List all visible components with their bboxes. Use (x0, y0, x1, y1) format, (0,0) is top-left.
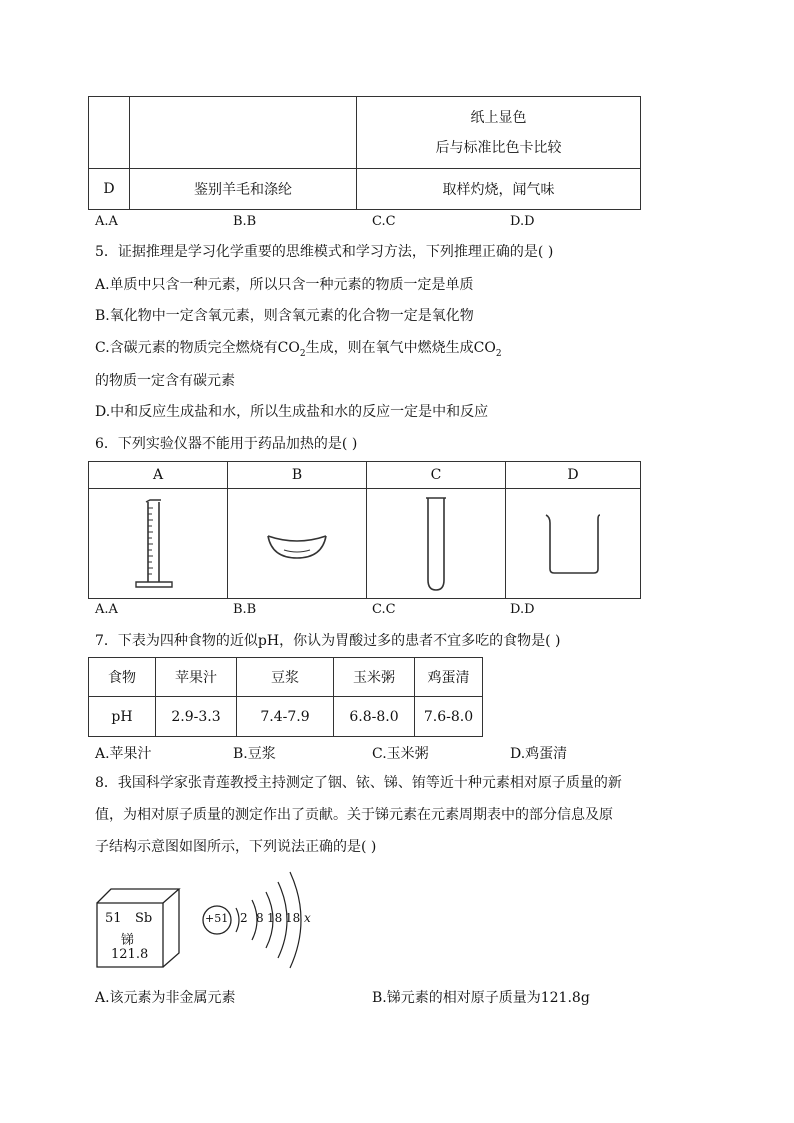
top-table-cell: 鉴别羊毛和涤纶 (130, 169, 357, 210)
top-table-cell (357, 97, 641, 169)
beaker-icon (538, 509, 608, 579)
element-name: 锑 (121, 933, 135, 948)
top-table-cell (89, 97, 130, 169)
ph-cell: 6.8-8.0 (334, 697, 415, 737)
cell-text: 纸上显色 (470, 109, 527, 126)
ph-header: 食物 (89, 658, 156, 697)
atom-nucleus: +51 (205, 912, 229, 925)
ph-header: 豆浆 (237, 658, 334, 697)
q8-line2: 值，为相对原子质量的测定作出了贡献。关于锑元素在元素周期表中的部分信息及原 (95, 807, 613, 823)
q5-stem: 5．证据推理是学习化学重要的思维模式和学习方法，下列推理正确的是( ) (95, 244, 554, 260)
element-mass: 121.8 (111, 947, 149, 962)
q5-option-a[interactable]: A.单质中只含一种元素，所以只含一种元素的物质一定是单质 (95, 277, 474, 293)
q5-option-d[interactable]: D.中和反应生成盐和水，所以生成盐和水的反应一定是中和反应 (95, 404, 489, 420)
test-tube-icon (416, 494, 456, 594)
shell-3: 18 (267, 911, 283, 925)
ph-cell: 2.9-3.3 (156, 697, 237, 737)
q8-line1: 8．我国科学家张青莲教授主持测定了铟、铱、锑、铕等近十种元素相对原子质量的新 (95, 775, 622, 791)
q8-option-a[interactable]: A.该元素为非金属元素 (95, 990, 236, 1006)
top-table (88, 96, 641, 210)
shell-1: 2 (240, 911, 248, 925)
q7-option-d[interactable]: D.鸡蛋清 (510, 746, 568, 762)
q8-option-b[interactable]: B.锑元素的相对原子质量为121.8g (372, 990, 590, 1006)
instrument-cell-a (89, 489, 228, 599)
graduated-cylinder-icon (128, 496, 188, 592)
instrument-header: A (89, 462, 228, 489)
ph-cell: 7.6-8.0 (415, 697, 483, 737)
instrument-cell-c (367, 489, 506, 599)
q5-option-c-cont: 的物质一定含有碳元素 (95, 373, 235, 389)
instrument-cell-d (506, 489, 641, 599)
evaporating-dish-icon (262, 524, 332, 564)
cell-text: 后与标准比色卡比较 (435, 139, 562, 156)
element-symbol: Sb (135, 911, 153, 926)
atom-diagram (200, 862, 330, 977)
instrument-header: C (367, 462, 506, 489)
shell-2: 8 (256, 911, 264, 925)
top-table-cell (130, 97, 357, 169)
ph-header: 鸡蛋清 (415, 658, 483, 697)
q7-stem: 7．下表为四种食物的近似pH，你认为胃酸过多的患者不宜多吃的食物是( ) (95, 633, 561, 649)
q7-option-a[interactable]: A.苹果汁 (95, 746, 152, 762)
instrument-table (88, 461, 641, 599)
instrument-header: B (228, 462, 367, 489)
top-table-cell: 取样灼烧，闻气味 (357, 169, 641, 210)
q8-line3: 子结构示意图如图所示，下列说法正确的是( ) (95, 839, 377, 855)
q6-option-d[interactable]: D.D (510, 602, 535, 617)
element-box (95, 885, 190, 970)
shell-4: 18 (285, 911, 301, 925)
element-number: 51 (105, 911, 122, 926)
q6-option-a[interactable]: A.A (95, 602, 118, 617)
q5-option-b[interactable]: B.氧化物中一定含氧元素，则含氧元素的化合物一定是氧化物 (95, 308, 474, 324)
q6-stem: 6．下列实验仪器不能用于药品加热的是( ) (95, 436, 358, 452)
q4-option-d[interactable]: D.D (510, 214, 535, 229)
ph-header: 苹果汁 (156, 658, 237, 697)
ph-cell: pH (89, 697, 156, 737)
q6-option-c[interactable]: C.C (372, 602, 396, 617)
q7-option-b[interactable]: B.豆浆 (233, 746, 276, 762)
shell-5: x (304, 911, 311, 925)
ph-header: 玉米粥 (334, 658, 415, 697)
q5-option-c[interactable]: C.含碳元素的物质完全燃烧有$CO_2$生成，则在氧气中燃烧生成$CO_2$ (95, 340, 502, 359)
q4-option-a[interactable]: A.A (95, 214, 118, 229)
q6-option-b[interactable]: B.B (233, 602, 257, 617)
ph-cell: 7.4-7.9 (237, 697, 334, 737)
instrument-cell-b (228, 489, 367, 599)
q7-option-c[interactable]: C.玉米粥 (372, 746, 429, 762)
q4-option-b[interactable]: B.B (233, 214, 257, 229)
instrument-header: D (506, 462, 641, 489)
top-table-cell: D (89, 169, 130, 210)
q4-option-c[interactable]: C.C (372, 214, 396, 229)
ph-table (88, 657, 483, 737)
